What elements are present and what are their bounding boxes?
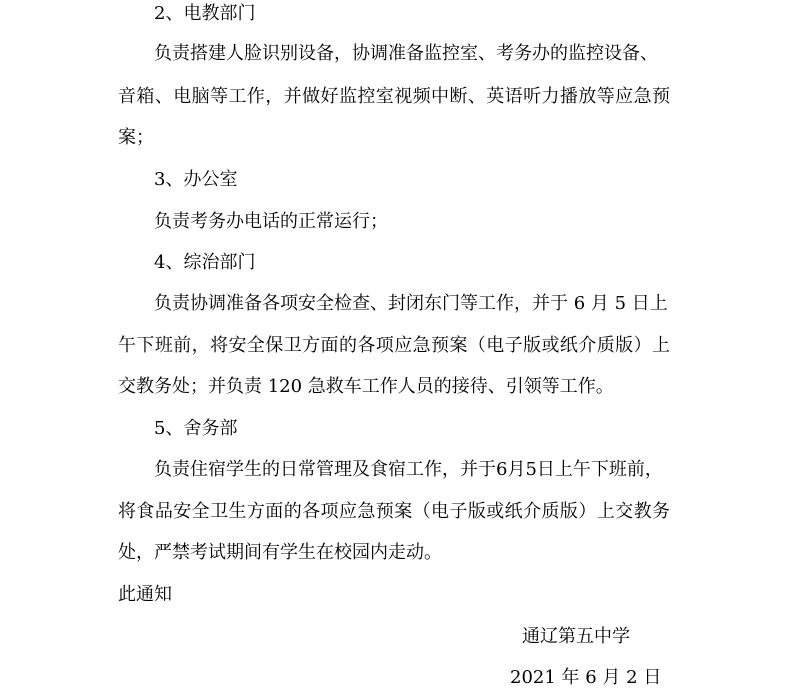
- paragraph-line: 负责住宿学生的日常管理及食宿工作，并于6月5日上午下班前，: [154, 459, 663, 480]
- paragraph-line: 负责考务办电话的正常运行；: [154, 211, 388, 232]
- paragraph-line: 午下班前，将安全保卫方面的各项应急预案（电子版或纸介质版）上: [118, 335, 670, 356]
- paragraph-line: 处，严禁考试期间有学生在校园内走动。: [118, 542, 442, 563]
- paragraph-line: 负责搭建人脸识别设备，协调准备监控室、考务办的监控设备、: [154, 43, 658, 64]
- paragraph-line: 将食品安全卫生方面的各项应急预案（电子版或纸介质版）上交教务: [118, 501, 670, 522]
- section-heading-security: 4、综治部门: [154, 252, 256, 273]
- signature-organization: 通辽第五中学: [522, 626, 630, 647]
- section-heading-office: 3、办公室: [154, 169, 238, 190]
- paragraph-line: 负责协调准备各项安全检查、封闭东门等工作，并于 6 月 5 日上: [154, 293, 668, 314]
- paragraph-line: 交教务处；并负责 120 急救车工作人员的接待、引领等工作。: [118, 376, 614, 397]
- section-heading-electronic-education: 2、电教部门: [154, 3, 256, 24]
- closing-text: 此通知: [118, 584, 172, 605]
- section-heading-dormitory: 5、舍务部: [154, 418, 238, 439]
- signature-date: 2021 年 6 月 2 日: [510, 667, 662, 688]
- paragraph-line: 音箱、电脑等工作，并做好监控室视频中断、英语听力播放等应急预: [118, 86, 670, 107]
- paragraph-line: 案；: [118, 127, 154, 148]
